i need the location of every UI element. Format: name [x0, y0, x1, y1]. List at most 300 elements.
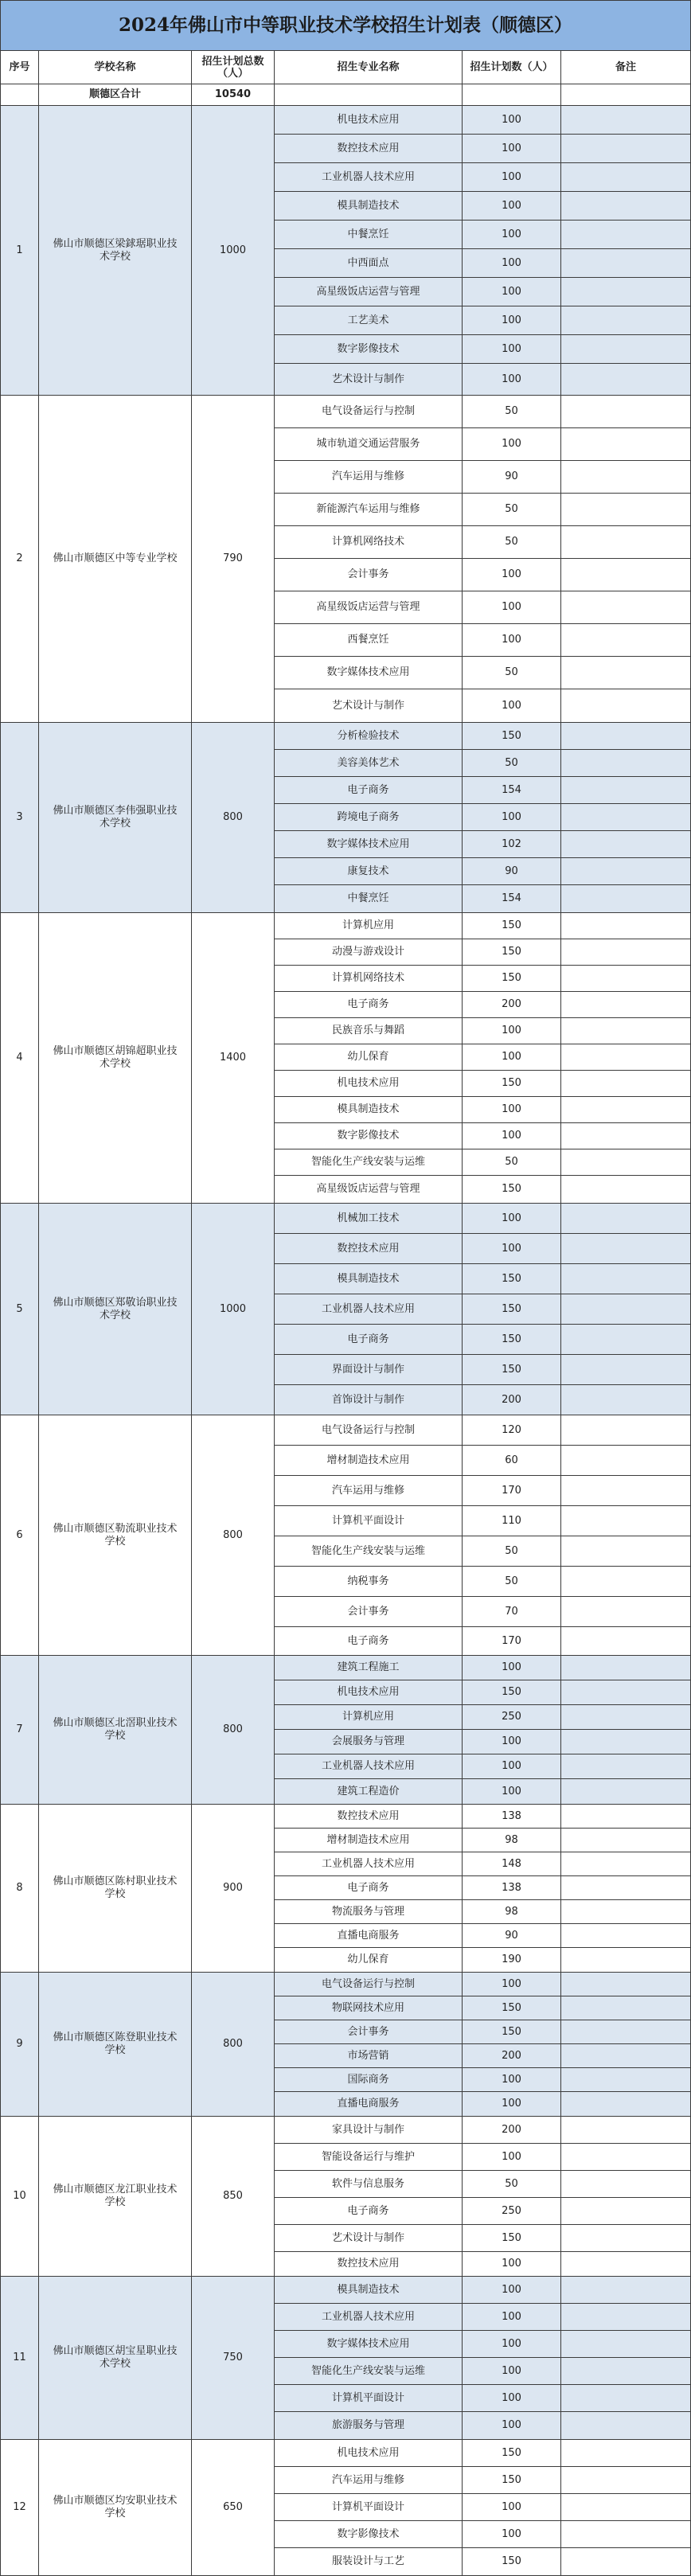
total-row-remark-cell — [561, 84, 691, 106]
major-count: 150 — [463, 1355, 561, 1385]
school-name: 佛山市顺德区均安职业技术学校 — [39, 2440, 192, 2576]
major-name: 直播电商服务 — [275, 1924, 463, 1948]
total-row-value: 10540 — [192, 84, 275, 106]
major-remark — [561, 1973, 691, 1996]
school-name: 佛山市顺德区陈村职业技术学校 — [39, 1805, 192, 1973]
major-name: 电子商务 — [275, 1627, 463, 1656]
major-remark — [561, 913, 691, 939]
school-seq: 12 — [0, 2440, 39, 2576]
header-school-name: 学校名称 — [39, 51, 192, 84]
major-count: 100 — [463, 278, 561, 306]
major-name: 模具制造技术 — [275, 192, 463, 221]
school-seq: 9 — [0, 1973, 39, 2117]
school-name: 佛山市顺德区龙江职业技术学校 — [39, 2117, 192, 2277]
major-count: 100 — [463, 364, 561, 396]
school-name: 佛山市顺德区北滘职业技术学校 — [39, 1656, 192, 1805]
school-name: 佛山市顺德区梁銶琚职业技术学校 — [39, 106, 192, 396]
major-count: 100 — [463, 1973, 561, 1996]
major-name: 幼儿保育 — [275, 1044, 463, 1071]
major-remark — [561, 2494, 691, 2521]
major-count: 50 — [463, 750, 561, 777]
major-remark — [561, 559, 691, 591]
major-remark — [561, 1097, 691, 1123]
major-remark — [561, 804, 691, 831]
major-count: 100 — [463, 1204, 561, 1234]
major-remark — [561, 2277, 691, 2304]
major-name: 软件与信息服务 — [275, 2171, 463, 2198]
major-remark — [561, 306, 691, 335]
major-remark — [561, 1597, 691, 1627]
school-name: 佛山市顺德区勒流职业技术学校 — [39, 1415, 192, 1656]
major-count: 100 — [463, 1044, 561, 1071]
school-total: 750 — [192, 2277, 275, 2440]
major-count: 100 — [463, 2412, 561, 2440]
major-count: 100 — [463, 591, 561, 624]
major-remark — [561, 689, 691, 723]
major-remark — [561, 2044, 691, 2068]
major-count: 100 — [463, 106, 561, 135]
major-remark — [561, 278, 691, 306]
major-name: 工业机器人技术应用 — [275, 163, 463, 192]
major-count: 100 — [463, 2092, 561, 2117]
major-count: 100 — [463, 1018, 561, 1044]
major-name: 工业机器人技术应用 — [275, 1754, 463, 1779]
major-count: 110 — [463, 1506, 561, 1536]
major-remark — [561, 2521, 691, 2548]
major-count: 250 — [463, 2198, 561, 2225]
major-name: 工业机器人技术应用 — [275, 1294, 463, 1325]
major-remark — [561, 2171, 691, 2198]
major-name: 数字影像技术 — [275, 2521, 463, 2548]
school-name: 佛山市顺德区中等专业学校 — [39, 396, 192, 723]
major-name: 机械加工技术 — [275, 1204, 463, 1234]
major-remark — [561, 2358, 691, 2385]
major-name: 计算机网络技术 — [275, 966, 463, 992]
major-name: 计算机应用 — [275, 1705, 463, 1730]
major-remark — [561, 1536, 691, 1567]
major-remark — [561, 2068, 691, 2092]
major-count: 100 — [463, 335, 561, 364]
major-name: 建筑工程施工 — [275, 1656, 463, 1680]
major-name: 计算机平面设计 — [275, 2494, 463, 2521]
major-name: 模具制造技术 — [275, 2277, 463, 2304]
major-remark — [561, 858, 691, 885]
major-remark — [561, 750, 691, 777]
major-name: 数字影像技术 — [275, 335, 463, 364]
major-remark — [561, 335, 691, 364]
major-remark — [561, 1264, 691, 1294]
major-count: 50 — [463, 2171, 561, 2198]
major-name: 电子商务 — [275, 2198, 463, 2225]
major-name: 电气设备运行与控制 — [275, 1415, 463, 1446]
major-count: 154 — [463, 885, 561, 913]
major-count: 100 — [463, 624, 561, 657]
major-name: 汽车运用与维修 — [275, 2467, 463, 2494]
major-remark — [561, 1204, 691, 1234]
major-name: 增材制造技术应用 — [275, 1446, 463, 1476]
major-remark — [561, 2117, 691, 2144]
total-row-seq-cell — [0, 84, 39, 106]
major-count: 50 — [463, 1567, 561, 1597]
school-total: 1000 — [192, 106, 275, 396]
major-name: 市场营销 — [275, 2044, 463, 2068]
school-total: 650 — [192, 2440, 275, 2576]
major-count: 50 — [463, 494, 561, 526]
major-name: 会计事务 — [275, 559, 463, 591]
major-remark — [561, 2020, 691, 2044]
major-remark — [561, 221, 691, 249]
major-remark — [561, 1680, 691, 1705]
school-total: 800 — [192, 723, 275, 913]
major-count: 100 — [463, 1730, 561, 1754]
major-remark — [561, 106, 691, 135]
major-count: 100 — [463, 1779, 561, 1805]
major-count: 100 — [463, 1656, 561, 1680]
major-remark — [561, 1176, 691, 1204]
major-count: 98 — [463, 1829, 561, 1852]
major-count: 98 — [463, 1900, 561, 1924]
major-count: 70 — [463, 1597, 561, 1627]
major-name: 幼儿保育 — [275, 1948, 463, 1973]
major-name: 物流服务与管理 — [275, 1900, 463, 1924]
major-count: 150 — [463, 2020, 561, 2044]
major-remark — [561, 1924, 691, 1948]
major-name: 国际商务 — [275, 2068, 463, 2092]
major-remark — [561, 2548, 691, 2576]
major-count: 90 — [463, 1924, 561, 1948]
major-count: 50 — [463, 396, 561, 428]
major-name: 工艺美术 — [275, 306, 463, 335]
major-name: 高星级饭店运营与管理 — [275, 278, 463, 306]
major-name: 计算机应用 — [275, 913, 463, 939]
major-remark — [561, 1123, 691, 1149]
major-name: 模具制造技术 — [275, 1097, 463, 1123]
major-name: 机电技术应用 — [275, 1680, 463, 1705]
major-name: 电气设备运行与控制 — [275, 396, 463, 428]
major-name: 物联网技术应用 — [275, 1996, 463, 2020]
major-name: 高星级饭店运营与管理 — [275, 591, 463, 624]
major-name: 中餐烹饪 — [275, 221, 463, 249]
major-remark — [561, 1829, 691, 1852]
major-name: 机电技术应用 — [275, 106, 463, 135]
school-total: 1400 — [192, 913, 275, 1204]
major-remark — [561, 2412, 691, 2440]
major-count: 150 — [463, 1071, 561, 1097]
major-remark — [561, 591, 691, 624]
major-name: 汽车运用与维修 — [275, 1476, 463, 1506]
major-count: 100 — [463, 2385, 561, 2412]
major-count: 150 — [463, 1176, 561, 1204]
major-name: 旅游服务与管理 — [275, 2412, 463, 2440]
header-school-total: 招生计划总数（人） — [192, 51, 275, 84]
major-name: 首饰设计与制作 — [275, 1385, 463, 1415]
major-remark — [561, 1779, 691, 1805]
major-count: 190 — [463, 1948, 561, 1973]
major-name: 康复技术 — [275, 858, 463, 885]
major-count: 100 — [463, 1754, 561, 1779]
school-name: 佛山市顺德区胡锦超职业技术学校 — [39, 913, 192, 1204]
major-name: 数控技术应用 — [275, 1234, 463, 1264]
major-remark — [561, 2252, 691, 2277]
major-remark — [561, 657, 691, 689]
major-remark — [561, 2144, 691, 2171]
major-remark — [561, 723, 691, 750]
major-count: 50 — [463, 1536, 561, 1567]
school-total: 800 — [192, 1656, 275, 1805]
school-seq: 3 — [0, 723, 39, 913]
major-count: 150 — [463, 1680, 561, 1705]
major-remark — [561, 135, 691, 163]
major-remark — [561, 1656, 691, 1680]
major-remark — [561, 2440, 691, 2467]
major-remark — [561, 1627, 691, 1656]
total-row-count-cell — [463, 84, 561, 106]
school-seq: 2 — [0, 396, 39, 723]
major-remark — [561, 2092, 691, 2117]
major-remark — [561, 1325, 691, 1355]
major-count: 138 — [463, 1805, 561, 1829]
major-count: 150 — [463, 1294, 561, 1325]
major-remark — [561, 1294, 691, 1325]
major-count: 150 — [463, 2440, 561, 2467]
major-remark — [561, 1852, 691, 1876]
school-total: 1000 — [192, 1204, 275, 1415]
major-remark — [561, 1705, 691, 1730]
major-count: 100 — [463, 2252, 561, 2277]
major-remark — [561, 1385, 691, 1415]
major-count: 100 — [463, 1234, 561, 1264]
major-count: 100 — [463, 221, 561, 249]
major-name: 智能化生产线安装与运维 — [275, 2358, 463, 2385]
major-count: 100 — [463, 804, 561, 831]
major-count: 100 — [463, 2144, 561, 2171]
major-remark — [561, 1044, 691, 1071]
major-remark — [561, 992, 691, 1018]
major-remark — [561, 461, 691, 494]
school-seq: 4 — [0, 913, 39, 1204]
school-total: 800 — [192, 1415, 275, 1656]
major-count: 50 — [463, 1149, 561, 1176]
school-seq: 1 — [0, 106, 39, 396]
major-remark — [561, 249, 691, 278]
major-name: 会计事务 — [275, 2020, 463, 2044]
major-remark — [561, 494, 691, 526]
major-count: 150 — [463, 1264, 561, 1294]
major-count: 100 — [463, 2521, 561, 2548]
major-remark — [561, 2385, 691, 2412]
header-seq: 序号 — [0, 51, 39, 84]
major-remark — [561, 1948, 691, 1973]
major-remark — [561, 192, 691, 221]
major-name: 数字媒体技术应用 — [275, 2331, 463, 2358]
major-remark — [561, 2331, 691, 2358]
major-remark — [561, 939, 691, 966]
major-count: 100 — [463, 559, 561, 591]
header-major-name: 招生专业名称 — [275, 51, 463, 84]
major-remark — [561, 1506, 691, 1536]
major-count: 100 — [463, 2277, 561, 2304]
major-remark — [561, 1018, 691, 1044]
major-count: 200 — [463, 2117, 561, 2144]
school-name: 佛山市顺德区郑敬诒职业技术学校 — [39, 1204, 192, 1415]
major-count: 60 — [463, 1446, 561, 1476]
major-count: 150 — [463, 2467, 561, 2494]
school-seq: 5 — [0, 1204, 39, 1415]
major-count: 100 — [463, 1123, 561, 1149]
school-total: 850 — [192, 2117, 275, 2277]
school-name: 佛山市顺德区胡宝星职业技术学校 — [39, 2277, 192, 2440]
major-name: 工业机器人技术应用 — [275, 1852, 463, 1876]
major-count: 50 — [463, 657, 561, 689]
major-remark — [561, 1446, 691, 1476]
school-name: 佛山市顺德区陈登职业技术学校 — [39, 1973, 192, 2117]
major-count: 100 — [463, 163, 561, 192]
major-count: 150 — [463, 966, 561, 992]
major-count: 100 — [463, 306, 561, 335]
school-seq: 8 — [0, 1805, 39, 1973]
major-name: 分析检验技术 — [275, 723, 463, 750]
major-name: 数控技术应用 — [275, 1805, 463, 1829]
major-name: 会展服务与管理 — [275, 1730, 463, 1754]
major-name: 艺术设计与制作 — [275, 689, 463, 723]
header-major-count: 招生计划数（人） — [463, 51, 561, 84]
major-name: 数字媒体技术应用 — [275, 831, 463, 858]
major-count: 170 — [463, 1627, 561, 1656]
major-name: 服装设计与工艺 — [275, 2548, 463, 2576]
school-name: 佛山市顺德区李伟强职业技术学校 — [39, 723, 192, 913]
major-name: 新能源汽车运用与维修 — [275, 494, 463, 526]
major-name: 模具制造技术 — [275, 1264, 463, 1294]
major-name: 电子商务 — [275, 1325, 463, 1355]
major-name: 数字媒体技术应用 — [275, 657, 463, 689]
major-name: 机电技术应用 — [275, 2440, 463, 2467]
header-remark: 备注 — [561, 51, 691, 84]
major-count: 250 — [463, 1705, 561, 1730]
total-row-major-cell — [275, 84, 463, 106]
major-name: 中餐烹饪 — [275, 885, 463, 913]
major-count: 150 — [463, 1325, 561, 1355]
major-count: 150 — [463, 2225, 561, 2252]
major-remark — [561, 831, 691, 858]
major-count: 100 — [463, 2304, 561, 2331]
major-name: 计算机网络技术 — [275, 526, 463, 559]
major-name: 直播电商服务 — [275, 2092, 463, 2117]
major-count: 100 — [463, 428, 561, 461]
major-remark — [561, 1071, 691, 1097]
major-remark — [561, 1805, 691, 1829]
major-count: 138 — [463, 1876, 561, 1900]
major-remark — [561, 966, 691, 992]
major-remark — [561, 1355, 691, 1385]
major-count: 50 — [463, 526, 561, 559]
major-count: 200 — [463, 2044, 561, 2068]
major-remark — [561, 364, 691, 396]
major-count: 170 — [463, 1476, 561, 1506]
major-name: 电气设备运行与控制 — [275, 1973, 463, 1996]
major-remark — [561, 2198, 691, 2225]
major-count: 150 — [463, 723, 561, 750]
major-name: 艺术设计与制作 — [275, 2225, 463, 2252]
major-count: 100 — [463, 689, 561, 723]
major-count: 100 — [463, 2068, 561, 2092]
major-remark — [561, 624, 691, 657]
major-count: 150 — [463, 2548, 561, 2576]
major-count: 100 — [463, 249, 561, 278]
major-remark — [561, 777, 691, 804]
major-name: 界面设计与制作 — [275, 1355, 463, 1385]
major-count: 100 — [463, 1097, 561, 1123]
major-count: 154 — [463, 777, 561, 804]
major-remark — [561, 1149, 691, 1176]
major-count: 100 — [463, 2494, 561, 2521]
major-name: 家具设计与制作 — [275, 2117, 463, 2144]
major-remark — [561, 526, 691, 559]
major-remark — [561, 163, 691, 192]
major-count: 200 — [463, 1385, 561, 1415]
major-count: 150 — [463, 939, 561, 966]
major-name: 中西面点 — [275, 249, 463, 278]
school-total: 900 — [192, 1805, 275, 1973]
major-name: 数控技术应用 — [275, 2252, 463, 2277]
major-name: 电子商务 — [275, 1876, 463, 1900]
school-seq: 7 — [0, 1656, 39, 1805]
major-count: 100 — [463, 2331, 561, 2358]
major-remark — [561, 1415, 691, 1446]
major-name: 西餐烹饪 — [275, 624, 463, 657]
total-row-label: 顺德区合计 — [39, 84, 192, 106]
major-count: 148 — [463, 1852, 561, 1876]
major-count: 90 — [463, 858, 561, 885]
school-seq: 11 — [0, 2277, 39, 2440]
major-name: 计算机平面设计 — [275, 1506, 463, 1536]
major-name: 会计事务 — [275, 1597, 463, 1627]
major-remark — [561, 1754, 691, 1779]
major-name: 工业机器人技术应用 — [275, 2304, 463, 2331]
major-name: 跨境电子商务 — [275, 804, 463, 831]
major-name: 美容美体艺术 — [275, 750, 463, 777]
major-remark — [561, 2467, 691, 2494]
major-name: 数控技术应用 — [275, 135, 463, 163]
major-name: 智能化生产线安装与运维 — [275, 1149, 463, 1176]
school-total: 790 — [192, 396, 275, 723]
major-name: 计算机平面设计 — [275, 2385, 463, 2412]
major-remark — [561, 2304, 691, 2331]
major-remark — [561, 1730, 691, 1754]
major-remark — [561, 1476, 691, 1506]
major-remark — [561, 1876, 691, 1900]
major-count: 100 — [463, 192, 561, 221]
major-name: 智能化生产线安装与运维 — [275, 1536, 463, 1567]
major-name: 机电技术应用 — [275, 1071, 463, 1097]
major-name: 数字影像技术 — [275, 1123, 463, 1149]
major-remark — [561, 1567, 691, 1597]
major-name: 纳税事务 — [275, 1567, 463, 1597]
major-count: 90 — [463, 461, 561, 494]
major-count: 150 — [463, 1996, 561, 2020]
major-name: 电子商务 — [275, 992, 463, 1018]
major-name: 民族音乐与舞蹈 — [275, 1018, 463, 1044]
major-name: 城市轨道交通运营服务 — [275, 428, 463, 461]
major-name: 建筑工程造价 — [275, 1779, 463, 1805]
school-total: 800 — [192, 1973, 275, 2117]
major-remark — [561, 2225, 691, 2252]
major-name: 汽车运用与维修 — [275, 461, 463, 494]
major-count: 102 — [463, 831, 561, 858]
major-name: 增材制造技术应用 — [275, 1829, 463, 1852]
major-remark — [561, 428, 691, 461]
major-name: 智能设备运行与维护 — [275, 2144, 463, 2171]
table-title: 2024年佛山市中等职业技术学校招生计划表（顺德区） — [0, 0, 691, 51]
